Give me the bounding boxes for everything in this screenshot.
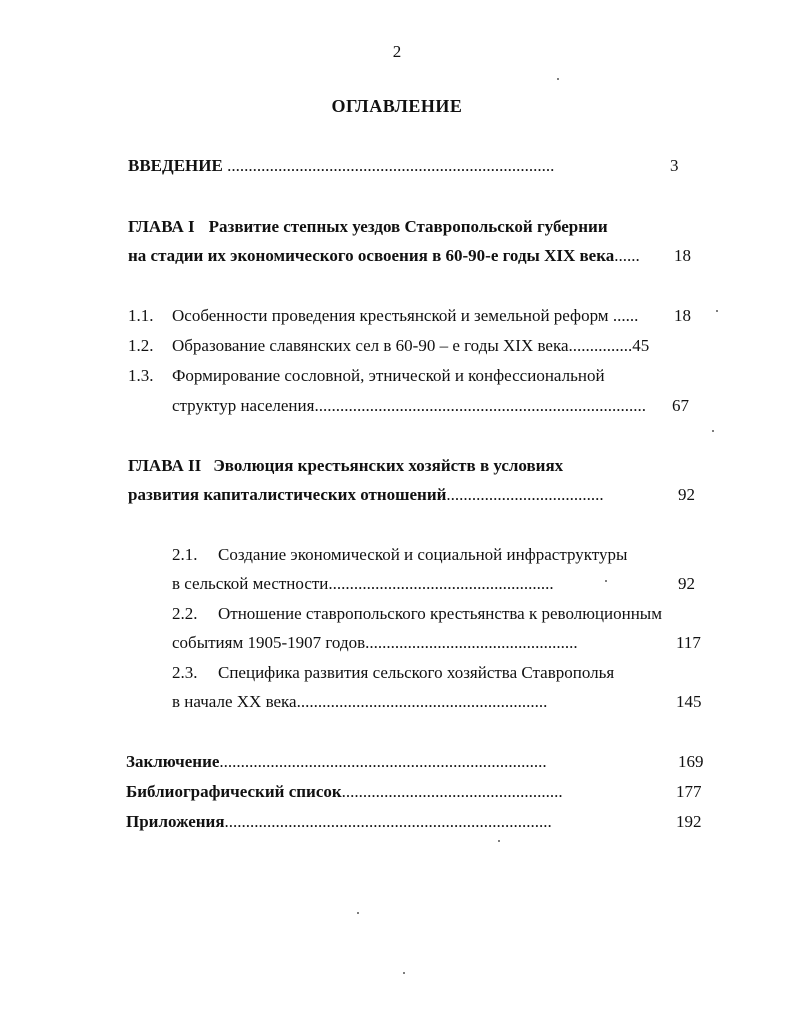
toc-page-2-1: 92	[678, 574, 695, 593]
section-number: 2.3.	[172, 663, 198, 682]
toc-leader: .....................................	[446, 485, 604, 504]
toc-label: ВВЕДЕНИЕ	[128, 156, 223, 175]
toc-page-1-1: 18	[674, 306, 691, 325]
toc-page-2-2: 117	[676, 633, 701, 652]
toc-label: Приложения	[126, 812, 225, 831]
section-title: Образование славянских сел в 60-90 – е годы XIX века	[172, 336, 569, 355]
chapter1-title-line1: Развитие степных уездов Ставропольской губернии	[208, 217, 608, 236]
chapter1-head: ГЛАВА I	[128, 217, 195, 236]
section-number: 1.3.	[128, 366, 154, 385]
section-number: 2.2.	[172, 604, 198, 623]
toc-page-1-3: 67	[672, 396, 689, 415]
chapter2-title-line1: Эволюция крестьянских хозяйств в условиях	[213, 456, 564, 475]
section-title-cont: в сельской местности	[172, 574, 329, 593]
section-page: 45	[632, 336, 650, 355]
scan-speck	[605, 580, 607, 582]
toc-leader: ......	[614, 246, 640, 265]
toc-entry-conclusion	[126, 751, 671, 773]
toc-page-2-3: 145	[676, 692, 702, 711]
section-title-cont: в начале XX века	[172, 692, 297, 711]
toc-section-2-1-cont	[172, 573, 669, 595]
chapter2-head: ГЛАВА II	[128, 456, 202, 475]
scan-speck	[712, 430, 714, 432]
toc-chapter2-line2	[128, 484, 671, 506]
toc-section-2-3	[172, 662, 614, 684]
section-title: Создание экономической и социальной инфраструктуры	[218, 545, 628, 564]
toc-page-conclusion: 169	[678, 752, 704, 771]
page-title: ОГЛАВЛЕНИЕ	[331, 96, 463, 116]
toc-label: Библиографический список	[126, 782, 342, 801]
toc-entry-appendices	[126, 811, 676, 833]
toc-leader: .............................................................................	[224, 812, 552, 831]
section-number: 1.2.	[128, 336, 154, 355]
scan-speck	[498, 840, 500, 842]
toc-section-2-2	[172, 603, 662, 625]
page-number: 2	[392, 42, 402, 61]
scan-speck	[716, 310, 718, 312]
toc-section-1-2	[128, 335, 649, 357]
toc-leader: ......	[608, 306, 639, 325]
toc-page-intro: 3	[670, 156, 679, 175]
chapter1-title-line2: на стадии их экономического освоения в 60-90-е годы XIX века	[128, 246, 615, 265]
toc-entry-intro	[128, 155, 681, 177]
toc-chapter1-line1	[128, 216, 608, 238]
scan-speck	[357, 912, 359, 914]
toc-chapter2-line1	[128, 455, 563, 477]
section-title: Отношение ставропольского крестьянства к революционным	[218, 604, 662, 623]
section-title: Формирование сословной, этнической и конфессиональной	[172, 366, 605, 385]
toc-leader: ..............................................................................	[314, 396, 646, 415]
toc-leader: .....................................................	[328, 574, 554, 593]
section-title: Особенности проведения крестьянской и земельной реформ	[172, 306, 609, 325]
toc-label: Заключение	[126, 752, 220, 771]
section-title: Специфика развития сельского хозяйства Ставрополья	[218, 663, 615, 682]
section-title-cont: событиям 1905-1907 годов	[172, 633, 366, 652]
toc-leader: .............................................................................	[219, 752, 547, 771]
toc-entry-bibliography	[126, 781, 676, 803]
toc-page-ch1: 18	[674, 246, 691, 265]
chapter2-title-line2: развития капиталистических отношений	[128, 485, 447, 504]
toc-page-appendices: 192	[676, 812, 702, 831]
toc-leader: .............................................................................	[222, 156, 555, 175]
toc-section-1-3	[128, 365, 605, 387]
section-title-cont: структур населения	[172, 396, 315, 415]
toc-section-2-3-cont	[172, 691, 677, 713]
scan-speck	[557, 78, 559, 80]
scan-speck	[403, 972, 405, 974]
toc-page-ch2: 92	[678, 485, 695, 504]
section-number: 2.1.	[172, 545, 198, 564]
toc-chapter1-line2	[128, 245, 640, 267]
toc-leader: ..................................................	[365, 633, 578, 652]
section-number: 1.1.	[128, 306, 154, 325]
toc-section-1-1	[128, 305, 638, 327]
toc-leader: ...............	[568, 336, 633, 355]
toc-section-2-1	[172, 544, 627, 566]
toc-leader: ...........................................................	[296, 692, 548, 711]
toc-section-2-2-cont	[172, 632, 677, 654]
toc-section-1-3-cont	[172, 395, 684, 417]
toc-page-bibliography: 177	[676, 782, 702, 801]
toc-leader: ....................................................	[341, 782, 563, 801]
